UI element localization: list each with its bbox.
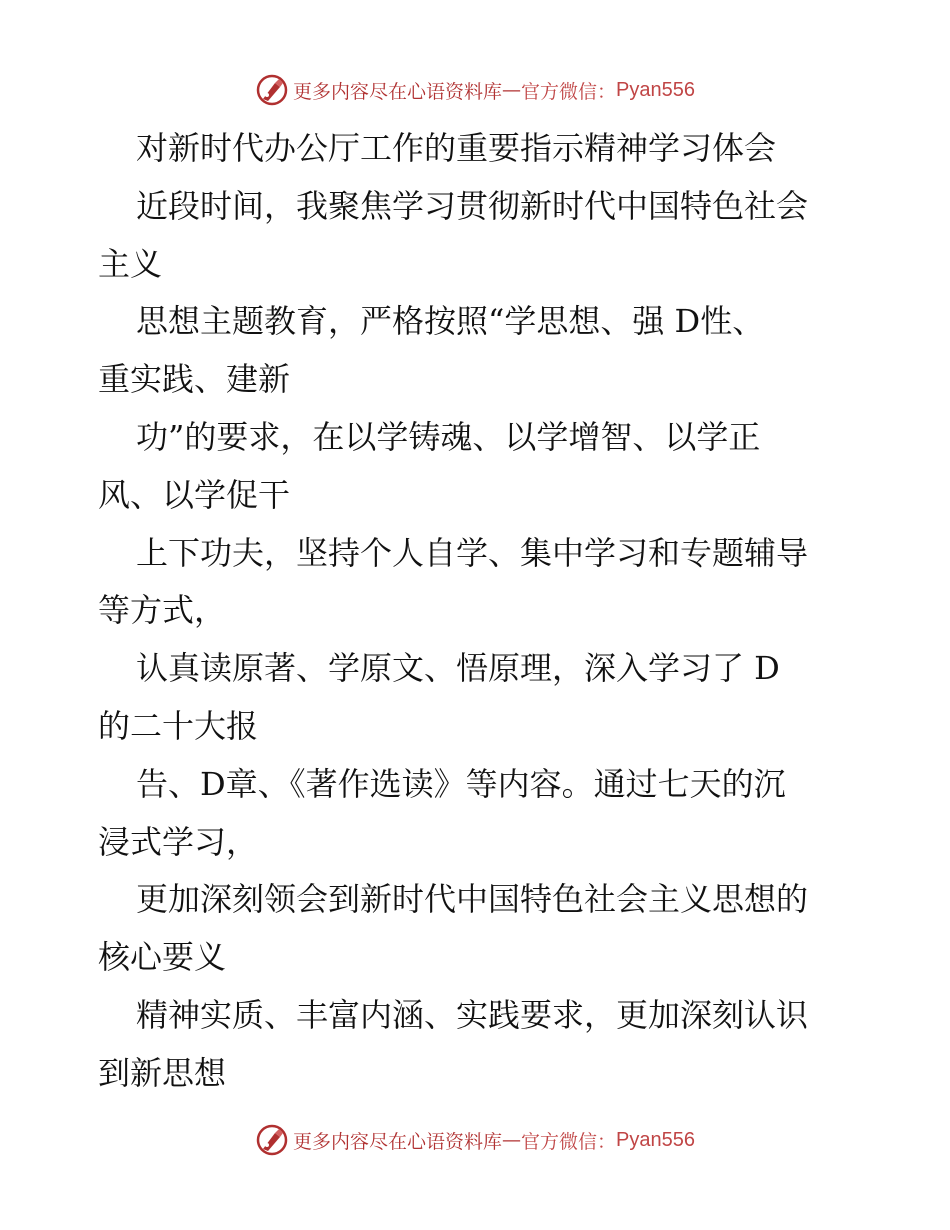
document-title: 对新时代办公厅工作的重要指示精神学习体会: [136, 129, 777, 167]
paragraph-line: 的二十大报: [98, 706, 259, 745]
banner-wechat-label: 官方微信：: [521, 1130, 617, 1153]
banner-text: 更多内容尽在心语资料库: [293, 80, 503, 103]
paragraph-line: 主义: [98, 244, 163, 283]
paragraph-line: 近段时间，我聚焦学习贯彻新时代中国特色社会: [136, 186, 809, 225]
footer-banner[interactable]: [0, 1120, 950, 1160]
paragraph-line: 告、D章、《著作选读》等内容。通过七天的沉: [136, 764, 786, 803]
paragraph-line: 重实践、建新: [98, 360, 291, 399]
paragraph-line: 认真读原著、学原文、悟原理，深入学习了 D: [136, 649, 780, 688]
paragraph-line: 等方式，: [98, 591, 227, 630]
paragraph-line: 核心要义: [98, 938, 227, 977]
paragraph-line: 功”的要求，在以学铸魂、以学增智、以学正: [136, 417, 761, 456]
banner-wechat-id: Pyan556: [616, 1128, 695, 1151]
paragraph-line: 风、以学促干: [98, 475, 291, 514]
pen-nib-logo-icon: [255, 73, 289, 107]
paragraph-line: 精神实质、丰富内涵、实践要求，更加深刻认识: [136, 995, 809, 1034]
banner-dash: —: [502, 79, 522, 101]
paragraph-line: 上下功夫，坚持个人自学、集中学习和专题辅导: [136, 533, 809, 572]
pen-nib-logo-icon: [255, 1123, 289, 1157]
paragraph-line: 浸式学习，: [98, 822, 259, 861]
document-body: [98, 120, 858, 1103]
banner-dash: —: [502, 1129, 522, 1151]
banner-wechat-id: Pyan556: [616, 78, 695, 101]
banner-text: 更多内容尽在心语资料库: [293, 1130, 503, 1153]
banner-wechat-label: 官方微信：: [521, 80, 617, 103]
paragraph-line: 更加深刻领会到新时代中国特色社会主义思想的: [136, 880, 809, 919]
header-banner[interactable]: [0, 70, 950, 110]
paragraph-line: 到新思想: [98, 1053, 227, 1092]
paragraph-line: 思想主题教育，严格按照“学思想、强 D性、: [136, 302, 765, 341]
